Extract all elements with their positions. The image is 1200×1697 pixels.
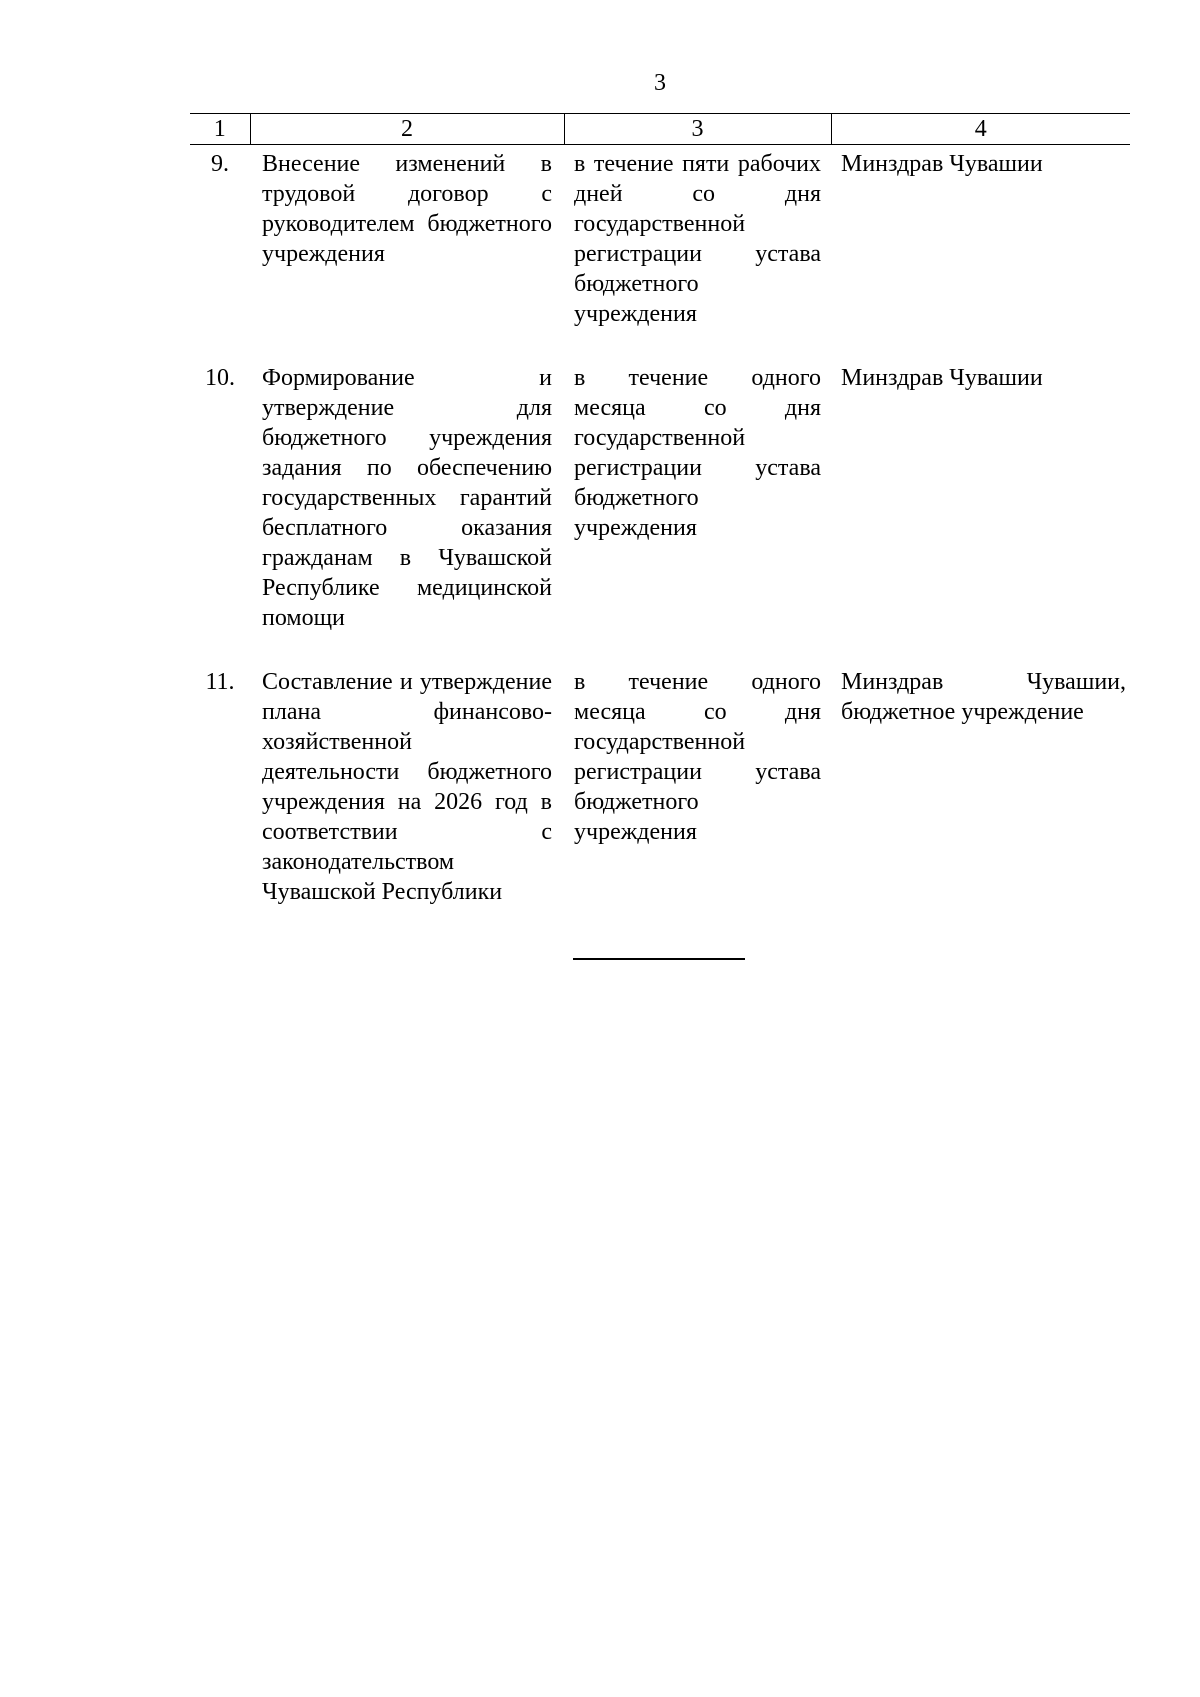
- row-deadline: в течение одного месяца со дня государственной регистрации устава бюджетного учреждения: [574, 669, 821, 845]
- table-body: [190, 145, 1130, 938]
- row-responsible: Минздрав Чувашии: [841, 365, 1043, 391]
- table-row: [190, 145, 1130, 360]
- row-responsible: Минздрав Чувашии: [841, 151, 1043, 177]
- row-action: Внесение изменений в трудовой договор с руководителем бюджетного учреждения: [262, 151, 552, 267]
- row-deadline: в течение пяти рабочих дней со дня государственной регистрации устава бюджетного учреждения: [574, 151, 821, 327]
- row-action: Составление и утверждение плана финансово-хозяйственной деятельности бюджетного учреждения на 2026 год в соответствии с законодательством Чувашской Республики: [262, 669, 552, 905]
- row-deadline: в течение одного месяца со дня государственной регистрации устава бюджетного учреждения: [574, 365, 821, 541]
- header-row: [190, 114, 1130, 145]
- header-col-2: 2: [250, 114, 564, 145]
- action-plan-table: [190, 113, 1130, 937]
- row-number: 10.: [205, 365, 235, 391]
- row-number: 11.: [205, 669, 235, 695]
- row-responsible: Минздрав Чувашии, бюджетное учреждение: [841, 669, 1126, 725]
- row-number: 9.: [211, 151, 229, 177]
- table-row: [190, 663, 1130, 937]
- row-action: Формирование и утверждение для бюджетного учреждения задания по обеспечению государственных гарантий бесплатного оказания гражданам в Чувашской Республике медицинской помощи: [262, 365, 552, 631]
- table-header: [190, 114, 1130, 145]
- header-col-4: 4: [831, 114, 1130, 145]
- page-number: 3: [654, 70, 666, 96]
- header-col-1: 1: [190, 114, 250, 145]
- table-row: [190, 359, 1130, 663]
- header-col-3: 3: [564, 114, 831, 145]
- closing-rule: [573, 958, 745, 960]
